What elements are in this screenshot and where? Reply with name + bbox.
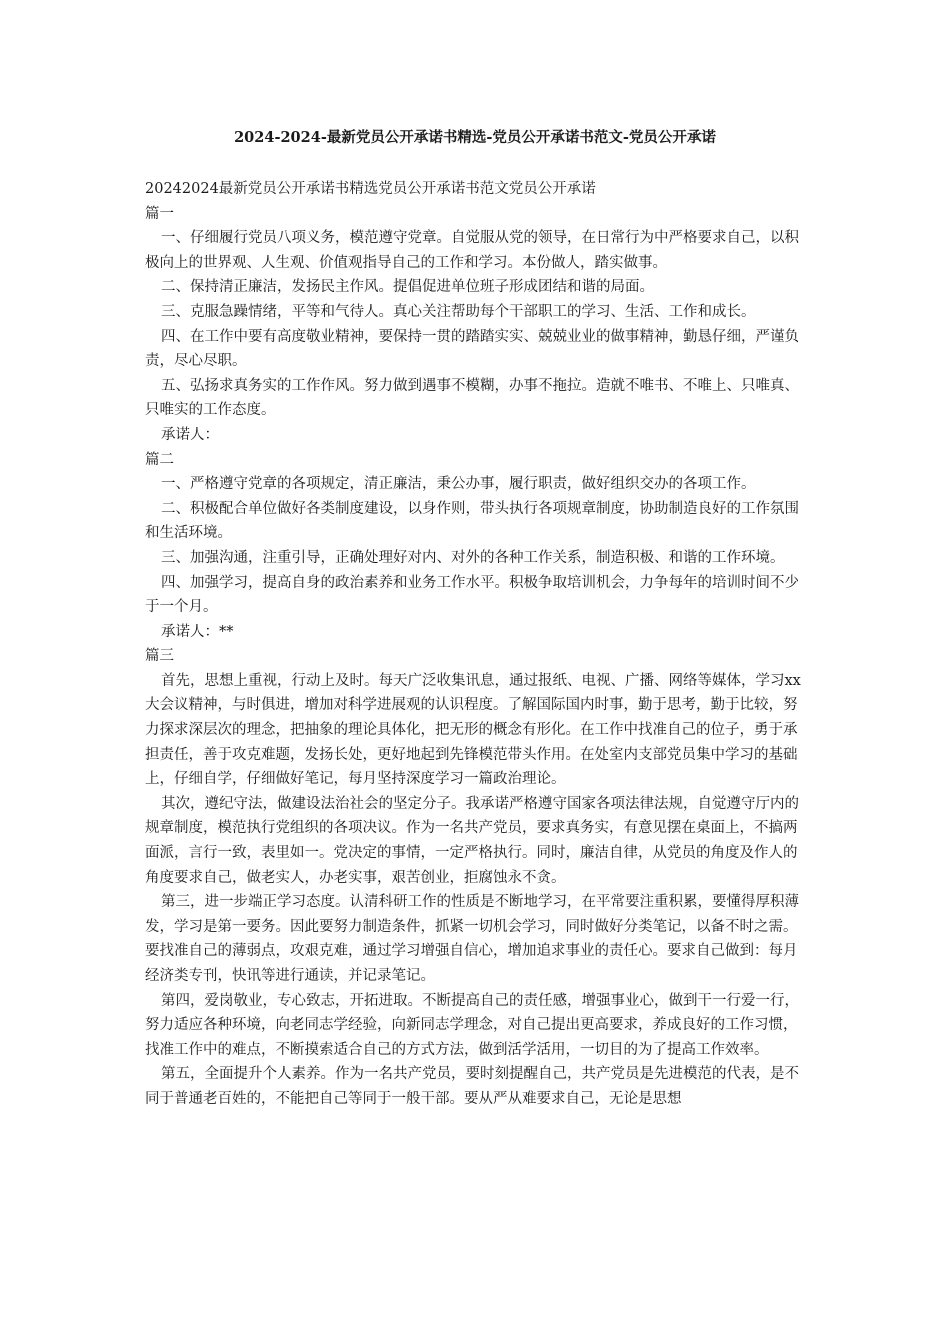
section-3-paragraph-3: 第三，进一步端正学习态度。认清科研工作的性质是不断地学习，在平常要注重积累，要懂得厚积薄发，学习是第一要务。因此要努力制造条件，抓紧一切机会学习，同时做好分类笔记，以备不时之需。要找准自己的薄弱点，攻艰克难，通过学习增强自信心，增加追求事业的责任心。要求自己做到：每月经济类专刊，快讯等进行通读，并记录笔记。 [145,894,799,984]
section-3-paragraph-1: 首先，思想上重视，行动上及时。每天广泛收集讯息，通过报纸、电视、广播、网络等媒体，学习xx大会议精神，与时俱进，增加对科学进展观的认识程度。了解国际国内时事，勤于思考，勤于比较，努力探求深层次的理念，把抽象的理论具体化，把无形的概念有形化。在工作中找准自己的位子，勇于承担责任，善于攻克难题，发扬长处，更好地起到先锋模范带头作用。在处室内支部党员集中学习的基础上，仔细自学，仔细做好笔记，每月坚持深度学习一篇政治理论。 [145,672,801,788]
section-2-paragraph-3: 三、加强沟通，注重引导，正确处理好对内、对外的各种工作关系，制造积极、和谐的工作环境。 [161,549,785,566]
section-1-signature: 承诺人： [161,426,219,443]
section-3-paragraph-4: 第四，爱岗敬业，专心致志，开拓进取。不断提高自己的责任感，增强事业心，做到干一行爱一行，努力适应各种环境，向老同志学经验，向新同志学理念，对自己提出更高要求，养成良好的工作习惯，找准工作中的难点，不断摸索适合自己的方式方法，做到活学活用，一切目的为了提高工作效率。 [145,992,799,1058]
section-2-paragraph-1: 一、严格遵守党章的各项规定，清正廉洁，秉公办事，履行职责，做好组织交办的各项工作。 [161,476,756,493]
section-1-paragraph-1: 一、仔细履行党员八项义务，模范遵守党章。自觉服从党的领导，在日常行为中严格要求自己，以积极向上的世界观、人生观、价值观指导自己的工作和学习。本份做人，踏实做事。 [145,230,799,271]
section-heading-1: 篇一 [145,205,174,222]
section-2-paragraph-4: 四、加强学习，提高自身的政治素养和业务工作水平。积极争取培训机会，力争每年的培训时间不少于一个月。 [145,574,799,616]
section-1-paragraph-2: 二、保持清正廉洁，发扬民主作风。提倡促进单位班子形成团结和谐的局面。 [161,279,654,296]
document-title: 2024-2024-最新党员公开承诺书精选-党员公开承诺书范文-党员公开承诺 [234,129,716,146]
section-1-paragraph-3: 三、克服急躁情绪，平等和气待人。真心关注帮助每个干部职工的学习、生活、工作和成长。 [161,303,756,320]
section-1-paragraph-4: 四、在工作中要有高度敬业精神，要保持一贯的踏踏实实、兢兢业业的做事精神，勤恳仔细，严谨负责，尽心尽职。 [145,328,799,370]
section-1-paragraph-5: 五、弘扬求真务实的工作作风。努力做到遇事不模糊，办事不拖拉。造就不唯书、不唯上、只唯真、只唯实的工作态度。 [145,377,799,419]
section-2-paragraph-2: 二、积极配合单位做好各类制度建设，以身作则，带头执行各项规章制度，协助制造良好的工作氛围和生活环境。 [145,500,799,542]
document-subtitle: 20242024最新党员公开承诺书精选党员公开承诺书范文党员公开承诺 [145,181,596,197]
section-3-paragraph-2: 其次，遵纪守法，做建设法治社会的坚定分子。我承诺严格遵守国家各项法律法规，自觉遵守厅内的规章制度，模范执行党组织的各项决议。作为一名共产党员，要求真务实，有意见摆在桌面上，不搞两面派，言行一致，表里如一。党决定的事情，一定严格执行。同时，廉洁自律，从党员的角度及作人的角度要求自己，做老实人，办老实事，艰苦创业，拒腐蚀永不贪。 [145,795,799,886]
section-heading-3: 篇三 [145,648,174,665]
section-3-paragraph-5: 第五，全面提升个人素养。作为一名共产党员，要时刻提醒自己，共产党员是先进模范的代表，是不同于普通老百姓的，不能把自己等同于一般干部。要从严从难要求自己，无论是思想 [145,1066,799,1107]
section-heading-2: 篇二 [145,451,174,468]
document-body [145,177,809,1112]
section-2-signature: 承诺人：** [161,623,234,640]
